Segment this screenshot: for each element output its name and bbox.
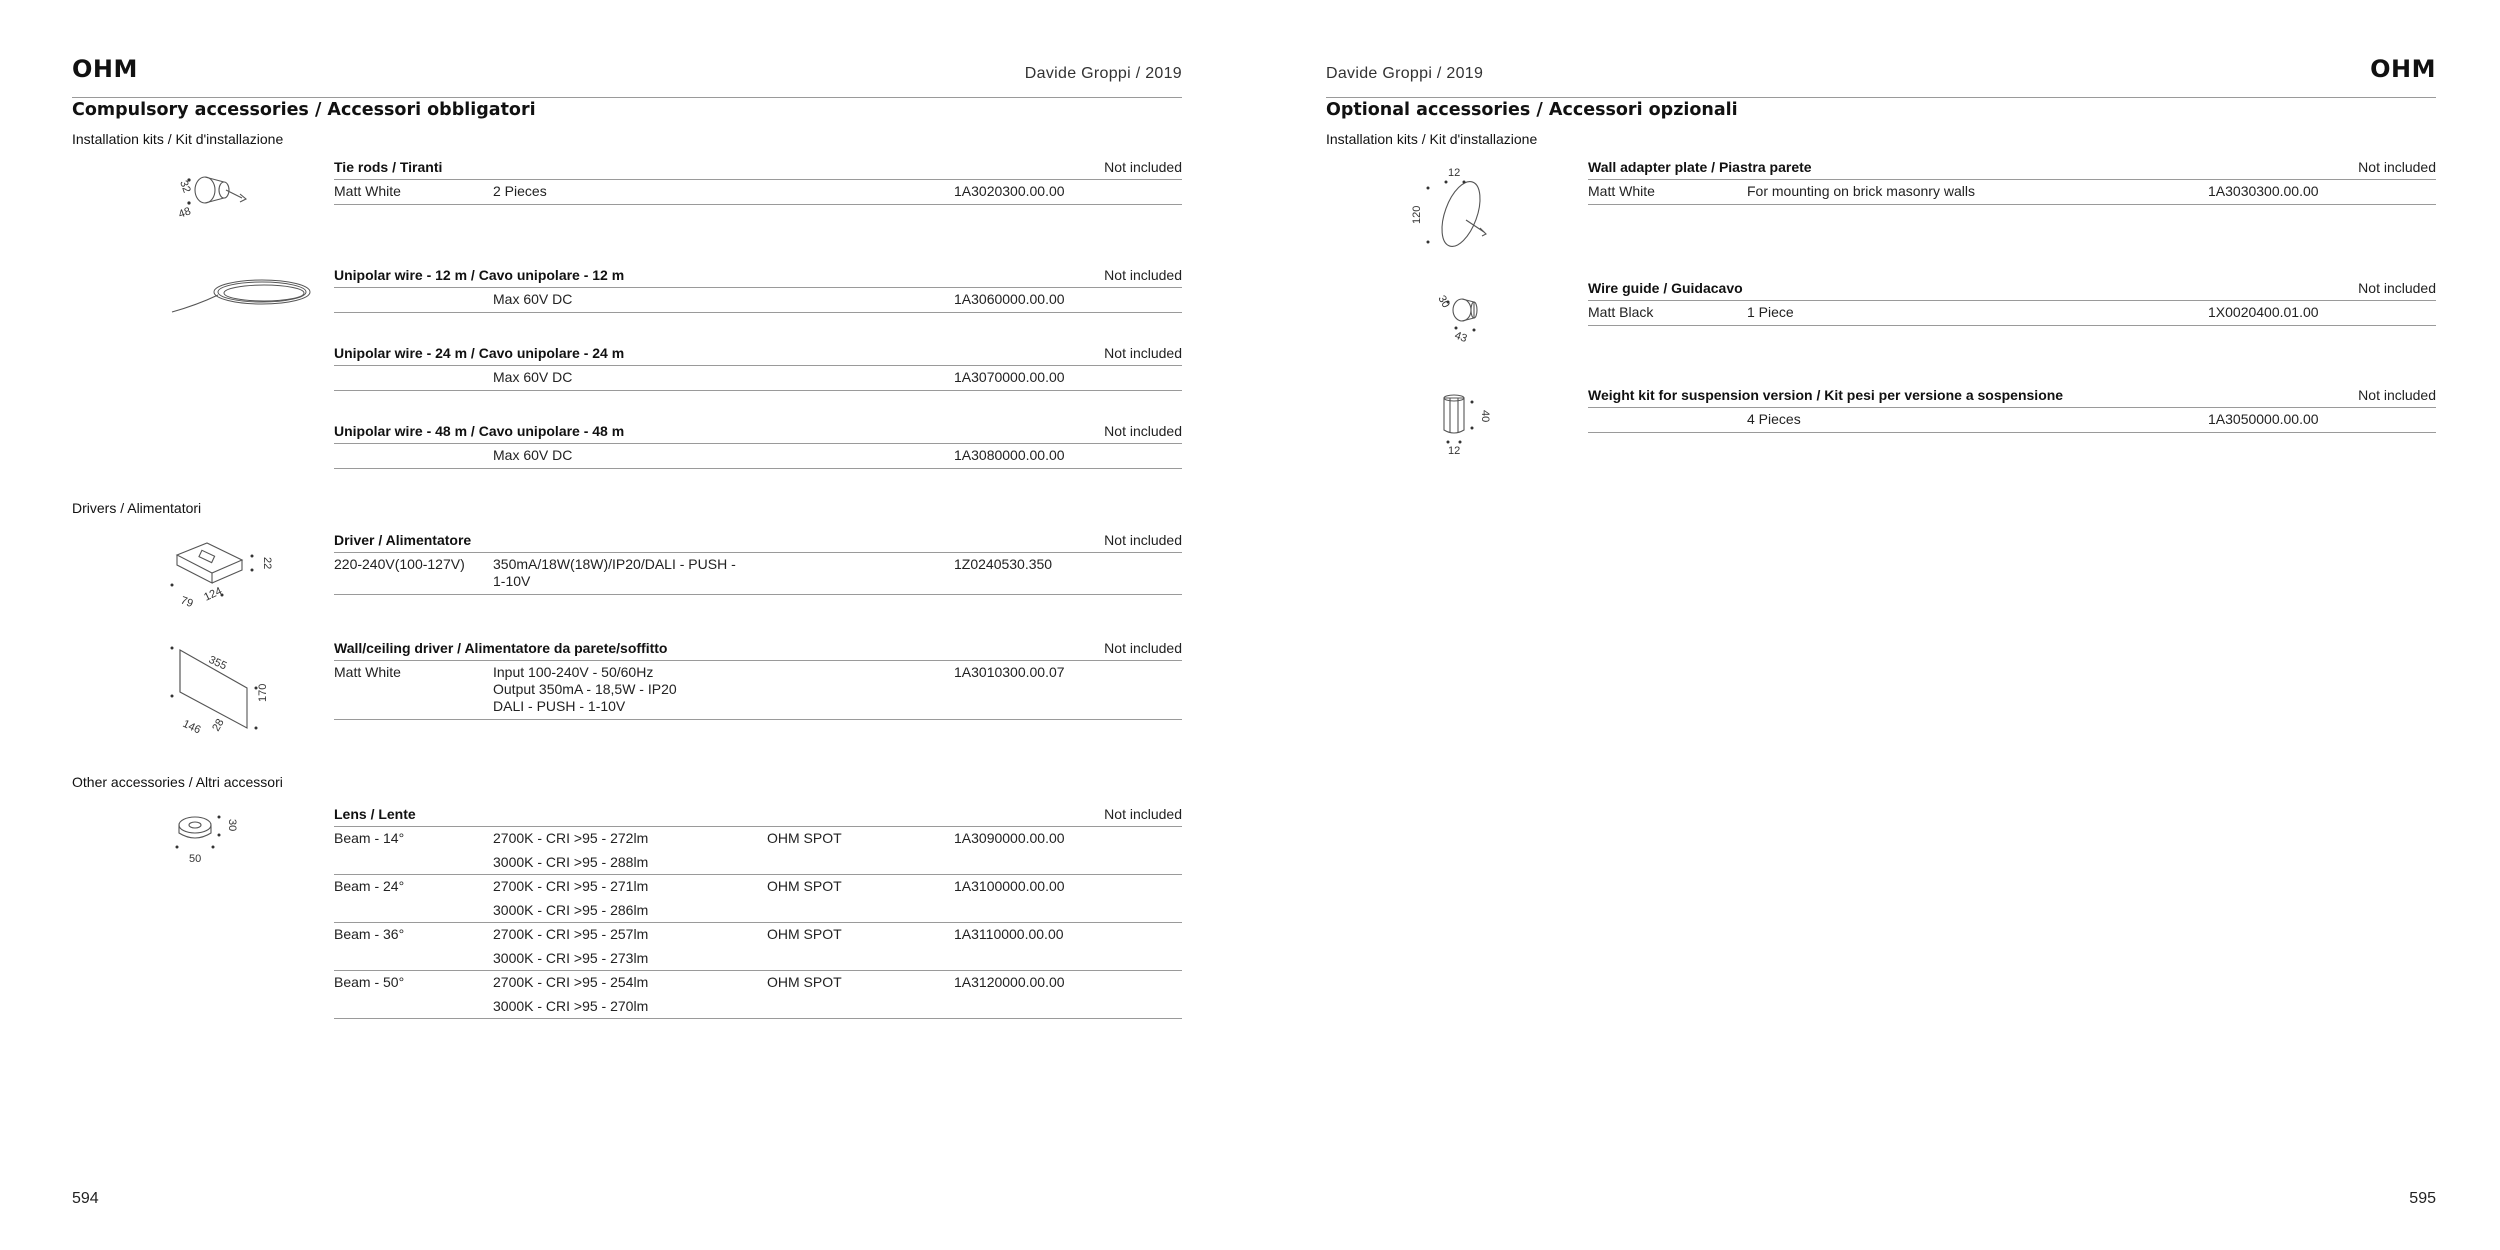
wire-guide-drawing bbox=[1426, 280, 1506, 350]
table-row bbox=[1588, 301, 2436, 326]
table-row bbox=[334, 366, 1182, 391]
description-cell: Input 100-240V - 50/60Hz Output 350mA - 18,5W - IP20 DALI - PUSH - 1-10V bbox=[493, 664, 677, 714]
availability-status: Not included bbox=[1104, 267, 1182, 283]
beam-cell: Beam - 50° bbox=[334, 974, 405, 990]
item-title: Wall/ceiling driver / Alimentatore da parete/soffitto bbox=[334, 640, 668, 656]
description-cell: 2 Pieces bbox=[493, 183, 547, 199]
lens-icon bbox=[167, 805, 247, 865]
table-row bbox=[334, 875, 1182, 923]
finish-cell: 220-240V(100-127V) bbox=[334, 556, 465, 572]
product-cell: OHM SPOT bbox=[767, 926, 842, 942]
item-title: Unipolar wire - 48 m / Cavo unipolare - 48 m bbox=[334, 423, 625, 439]
left-page bbox=[72, 0, 1182, 1250]
availability-status: Not included bbox=[2358, 280, 2436, 296]
svg-text:22: 22 bbox=[261, 557, 273, 570]
wire-coil-icon bbox=[152, 270, 342, 330]
wire-guide-icon bbox=[1426, 280, 1506, 345]
description-cell: 1 Piece bbox=[1747, 304, 1794, 320]
wire-12m-block bbox=[334, 265, 1182, 313]
item-title: Lens / Lente bbox=[334, 806, 416, 822]
brand-title: OHM bbox=[2370, 55, 2436, 83]
code-cell: 1A3050000.00.00 bbox=[2208, 411, 2319, 427]
beam-cell: Beam - 24° bbox=[334, 878, 405, 894]
beam-cell: Beam - 36° bbox=[334, 926, 405, 942]
table-row bbox=[334, 661, 1182, 720]
table-row bbox=[1588, 408, 2436, 433]
wall-driver-block bbox=[334, 638, 1182, 720]
group-title-installation: Installation kits / Kit d'installazione bbox=[1326, 131, 1538, 147]
section-title: Optional accessories / Accessori opzionali bbox=[1326, 100, 1738, 120]
svg-text:355: 355 bbox=[206, 653, 229, 673]
wire-guide-block bbox=[1588, 278, 2436, 326]
description-cell: Max 60V DC bbox=[493, 369, 573, 385]
table-row bbox=[334, 180, 1182, 205]
code-cell: 1X0020400.01.00 bbox=[2208, 304, 2319, 320]
description-cell: Max 60V DC bbox=[493, 291, 573, 307]
cct-cell: 3000K - CRI >95 - 288lm bbox=[493, 854, 649, 870]
designer-credit: Davide Groppi / 2019 bbox=[1326, 65, 1484, 82]
lens-drawing bbox=[167, 805, 247, 870]
driver-drawing bbox=[152, 535, 282, 620]
svg-text:146: 146 bbox=[180, 717, 203, 737]
table-row bbox=[334, 444, 1182, 469]
code-cell: 1A3020300.00.00 bbox=[954, 183, 1065, 199]
svg-text:48: 48 bbox=[176, 205, 193, 221]
brand-title: OHM bbox=[72, 55, 138, 83]
table-row bbox=[1588, 180, 2436, 205]
cct-cell: 2700K - CRI >95 - 272lm bbox=[493, 830, 649, 846]
beam-cell: Beam - 14° bbox=[334, 830, 405, 846]
svg-text:12: 12 bbox=[1448, 445, 1461, 457]
availability-status: Not included bbox=[2358, 159, 2436, 175]
code-cell: 1Z0240530.350 bbox=[954, 556, 1053, 572]
tie-rod-icon bbox=[162, 160, 302, 230]
svg-text:43: 43 bbox=[1452, 329, 1469, 346]
table-row bbox=[334, 288, 1182, 313]
group-title-drivers: Drivers / Alimentatori bbox=[72, 500, 202, 516]
cct-cell: 2700K - CRI >95 - 257lm bbox=[493, 926, 649, 942]
page-header bbox=[72, 55, 1182, 98]
cct-cell: 3000K - CRI >95 - 270lm bbox=[493, 998, 649, 1014]
svg-text:30: 30 bbox=[226, 819, 238, 832]
svg-text:124: 124 bbox=[202, 585, 224, 604]
code-cell: 1A3030300.00.00 bbox=[2208, 183, 2319, 199]
description-cell: For mounting on brick masonry walls bbox=[1747, 183, 1975, 199]
driver-block bbox=[334, 530, 1182, 595]
availability-status: Not included bbox=[2358, 387, 2436, 403]
wire-coil-drawing bbox=[152, 270, 342, 335]
code-cell: 1A3080000.00.00 bbox=[954, 447, 1065, 463]
wall-plate-icon bbox=[1406, 162, 1536, 257]
wire-24m-block bbox=[334, 343, 1182, 391]
code-cell: 1A3100000.00.00 bbox=[954, 878, 1065, 894]
wall-driver-drawing bbox=[152, 640, 282, 745]
finish-cell: Matt White bbox=[334, 183, 401, 199]
availability-status: Not included bbox=[1104, 159, 1182, 175]
cct-cell: 2700K - CRI >95 - 271lm bbox=[493, 878, 649, 894]
driver-box-icon bbox=[152, 535, 282, 615]
table-row bbox=[334, 553, 1182, 595]
lens-block bbox=[334, 804, 1182, 1019]
code-cell: 1A3090000.00.00 bbox=[954, 830, 1065, 846]
code-cell: 1A3120000.00.00 bbox=[954, 974, 1065, 990]
svg-text:30: 30 bbox=[1435, 293, 1452, 311]
product-cell: OHM SPOT bbox=[767, 974, 842, 990]
description-cell: 350mA/18W(18W)/IP20/DALI - PUSH - 1-10V bbox=[493, 556, 736, 589]
wall-plate-drawing bbox=[1406, 162, 1536, 262]
svg-text:170: 170 bbox=[257, 683, 269, 702]
wall-plate-block bbox=[1588, 157, 2436, 205]
table-row bbox=[334, 827, 1182, 875]
group-title-other: Other accessories / Altri accessori bbox=[72, 774, 283, 790]
tie-rods-block bbox=[334, 157, 1182, 205]
code-cell: 1A3070000.00.00 bbox=[954, 369, 1065, 385]
cct-cell: 2700K - CRI >95 - 254lm bbox=[493, 974, 649, 990]
weight-kit-block bbox=[1588, 385, 2436, 433]
finish-cell: Matt White bbox=[1588, 183, 1655, 199]
svg-text:12: 12 bbox=[1448, 167, 1461, 179]
tie-rod-drawing bbox=[162, 160, 302, 235]
product-cell: OHM SPOT bbox=[767, 830, 842, 846]
item-title: Weight kit for suspension version / Kit pesi per versione a sospensione bbox=[1588, 387, 2064, 403]
svg-text:120: 120 bbox=[1411, 205, 1423, 224]
section-title: Compulsory accessories / Accessori obbligatori bbox=[72, 100, 536, 120]
availability-status: Not included bbox=[1104, 423, 1182, 439]
weight-kit-drawing bbox=[1426, 390, 1506, 465]
svg-text:32: 32 bbox=[177, 178, 193, 195]
svg-text:40: 40 bbox=[1479, 410, 1491, 423]
wall-driver-panel-icon bbox=[152, 640, 282, 740]
cct-cell: 3000K - CRI >95 - 286lm bbox=[493, 902, 649, 918]
finish-cell: Matt White bbox=[334, 664, 401, 680]
code-cell: 1A3110000.00.00 bbox=[954, 926, 1064, 942]
weight-kit-icon bbox=[1426, 390, 1506, 460]
product-cell: OHM SPOT bbox=[767, 878, 842, 894]
availability-status: Not included bbox=[1104, 640, 1182, 656]
availability-status: Not included bbox=[1104, 345, 1182, 361]
code-cell: 1A3010300.00.07 bbox=[954, 664, 1065, 680]
cct-cell: 3000K - CRI >95 - 273lm bbox=[493, 950, 649, 966]
item-title: Tie rods / Tiranti bbox=[334, 159, 443, 175]
item-title: Unipolar wire - 12 m / Cavo unipolare - 12 m bbox=[334, 267, 625, 283]
item-title: Unipolar wire - 24 m / Cavo unipolare - 24 m bbox=[334, 345, 625, 361]
table-row bbox=[334, 923, 1182, 971]
item-title: Wall adapter plate / Piastra parete bbox=[1588, 159, 1812, 175]
right-page bbox=[1326, 0, 2436, 1250]
group-title-installation: Installation kits / Kit d'installazione bbox=[72, 131, 284, 147]
description-cell: Max 60V DC bbox=[493, 447, 573, 463]
page-header bbox=[1326, 55, 2436, 98]
wire-48m-block bbox=[334, 421, 1182, 469]
svg-text:50: 50 bbox=[189, 853, 202, 865]
table-row bbox=[334, 971, 1182, 1019]
designer-credit: Davide Groppi / 2019 bbox=[1024, 65, 1182, 82]
description-cell: 4 Pieces bbox=[1747, 411, 1801, 427]
page-number: 594 bbox=[72, 1190, 99, 1207]
page-number: 595 bbox=[2409, 1190, 2436, 1207]
svg-text:28: 28 bbox=[210, 716, 227, 734]
svg-text:79: 79 bbox=[178, 594, 195, 611]
item-title: Driver / Alimentatore bbox=[334, 532, 472, 548]
availability-status: Not included bbox=[1104, 532, 1182, 548]
availability-status: Not included bbox=[1104, 806, 1182, 822]
finish-cell: Matt Black bbox=[1588, 304, 1654, 320]
item-title: Wire guide / Guidacavo bbox=[1588, 280, 1743, 296]
code-cell: 1A3060000.00.00 bbox=[954, 291, 1065, 307]
